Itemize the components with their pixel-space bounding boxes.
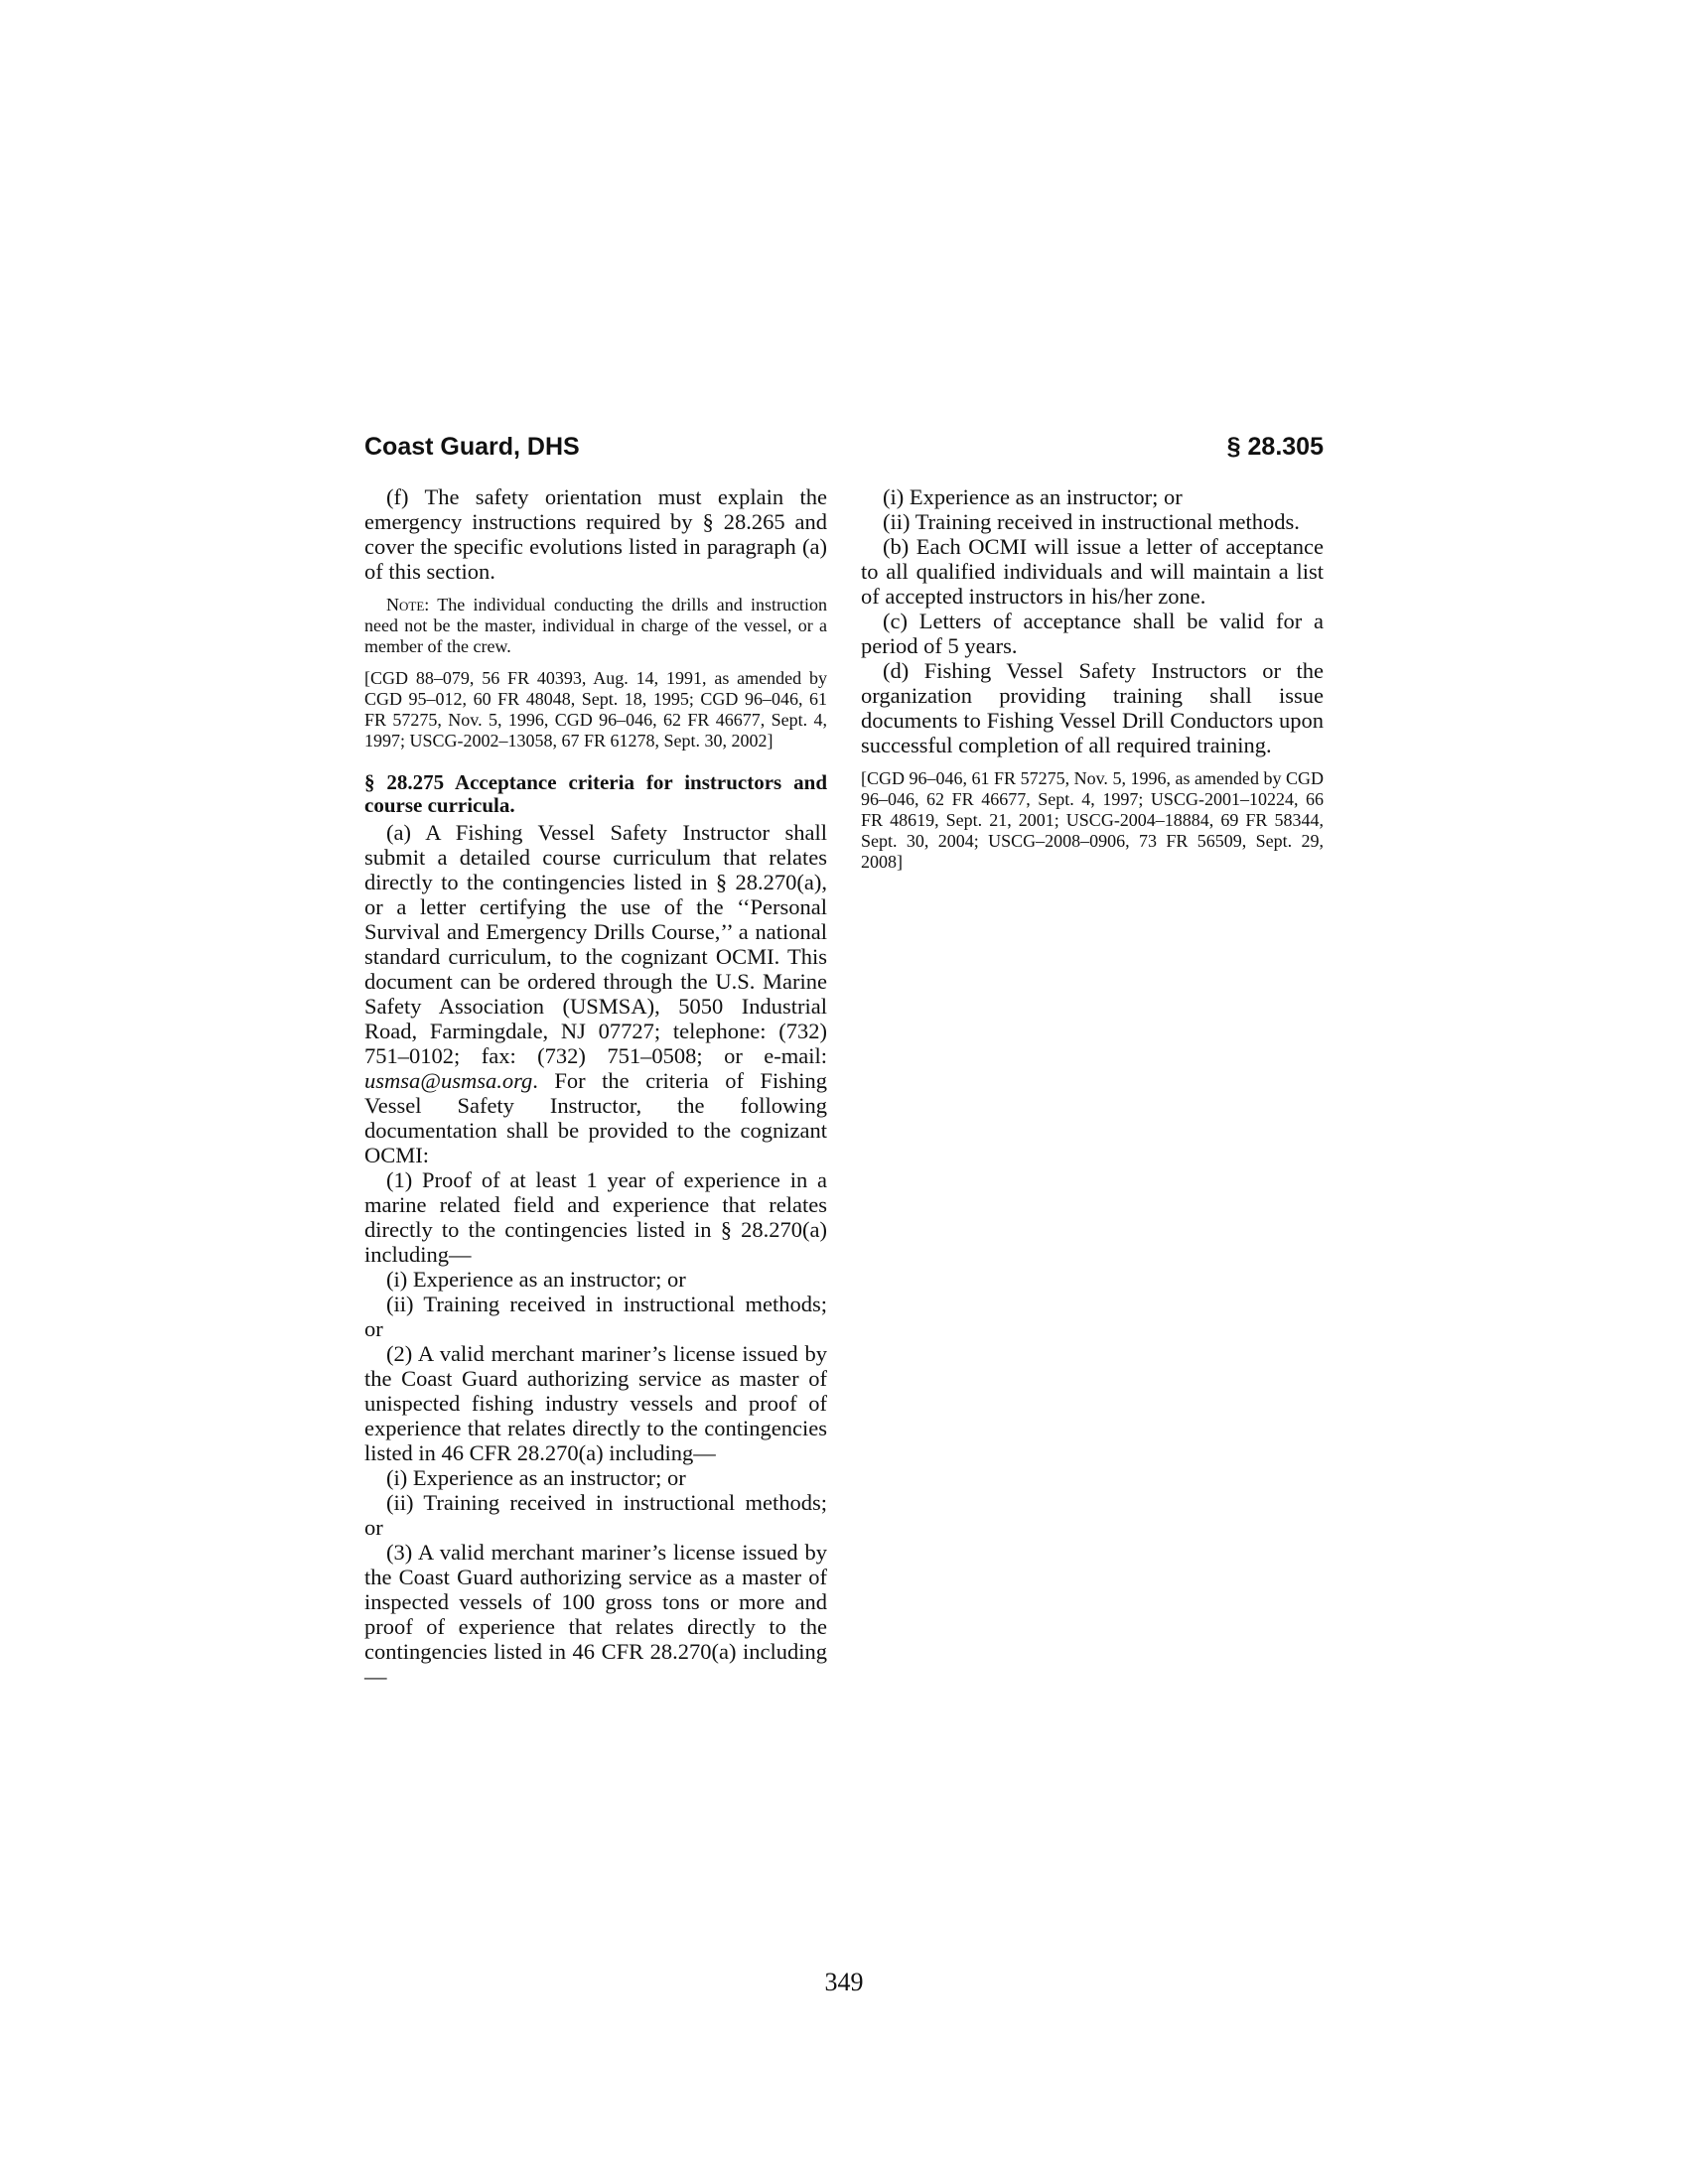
note-label: Note:: [386, 595, 430, 614]
paragraph-a-text-1: (a) A Fishing Vessel Safety Instructor shall submit a detailed course curriculum that relates directly to the contingencies listed in § 28.270(a), or a letter certifying the use of the ‘‘Personal Survival and Emergency Drills Course,’’ a national standard curriculum, to the cognizant OCMI. This document can be ordered through the U.S. Marine Safety Association (USMSA), 5050 Industrial Road, Farmingdale, NJ 07727; telephone: (732) 751–0102; fax: (732) 751–0508; or e-mail:: [364, 820, 827, 1068]
paragraph-3: (3) A valid merchant mariner’s license issued by the Coast Guard authorizing service as a master of inspected vessels of 100 gross tons or more and proof of experience that relates directly to the contingencies listed in 46 CFR 28.270(a) including—: [364, 1540, 827, 1689]
paragraph-a: [364, 820, 827, 1167]
paragraph-b: (b) Each OCMI will issue a letter of acceptance to all qualified individuals and will maintain a list of accepted instructors in his/her zone.: [861, 534, 1324, 609]
paragraph-1: (1) Proof of at least 1 year of experience in a marine related field and experience that relates directly to the contingencies listed in § 28.270(a) including—: [364, 1167, 827, 1267]
paragraph-1-ii: (ii) Training received in instructional methods; or: [364, 1292, 827, 1341]
citation-28-270: [CGD 88–079, 56 FR 40393, Aug. 14, 1991, as amended by CGD 95–012, 60 FR 48048, Sept. 18, 1995; CGD 96–046, 61 FR 57275, Nov. 5, 1996, CGD 96–046, 62 FR 46677, Sept. 4, 1997; USCG-2002–13058, 67 FR 61278, Sept. 30, 2002]: [364, 668, 827, 751]
section-heading-28-275: § 28.275 Acceptance criteria for instructors and course curricula.: [364, 770, 827, 817]
paragraph-c: (c) Letters of acceptance shall be valid for a period of 5 years.: [861, 609, 1324, 658]
page-number: 349: [824, 1968, 864, 1996]
paragraph-2-ii: (ii) Training received in instructional methods; or: [364, 1490, 827, 1540]
paragraph-2: (2) A valid merchant mariner’s license issued by the Coast Guard authorizing service as master of unispected fishing industry vessels and proof of experience that relates directly to the contingencies listed in 46 CFR 28.270(a) including—: [364, 1341, 827, 1465]
citation-28-275: [CGD 96–046, 61 FR 57275, Nov. 5, 1996, as amended by CGD 96–046, 62 FR 46677, Sept. 4, 1997; USCG-2001–10224, 66 FR 48619, Sept. 21, 2001; USCG-2004–18884, 69 FR 58344, Sept. 30, 2004; USCG–2008–0906, 73 FR 56509, Sept. 29, 2008]: [861, 768, 1324, 872]
paragraph-2-i: (i) Experience as an instructor; or: [386, 1465, 686, 1490]
note-text: The individual conducting the drills and instruction need not be the master, individual in charge of the vessel, or a member of the crew.: [364, 595, 827, 656]
running-header-section: § 28.305: [1226, 433, 1324, 461]
paragraph-3-i: (i) Experience as an instructor; or: [883, 484, 1183, 509]
left-column: [364, 484, 827, 1689]
paragraph-1-i: (i) Experience as an instructor; or: [386, 1267, 686, 1292]
running-header-agency: Coast Guard, DHS: [364, 433, 580, 461]
email-link: usmsa@usmsa.org: [364, 1068, 533, 1093]
paragraph-f: (f) The safety orientation must explain the emergency instructions required by § 28.265 and cover the specific evolutions listed in paragraph (a) of this section.: [364, 484, 827, 584]
note: [364, 595, 827, 657]
paragraph-a-text-2: . For the criteria of Fishing Vessel Safety Instructor, the following documentation shall be provided to the cognizant OCMI:: [364, 1068, 827, 1167]
paragraph-3-ii: (ii) Training received in instructional methods.: [883, 509, 1300, 534]
paragraph-d: (d) Fishing Vessel Safety Instructors or the organization providing training shall issue documents to Fishing Vessel Drill Conductors upon successful completion of all required training.: [861, 658, 1324, 757]
right-column: [861, 484, 1324, 875]
